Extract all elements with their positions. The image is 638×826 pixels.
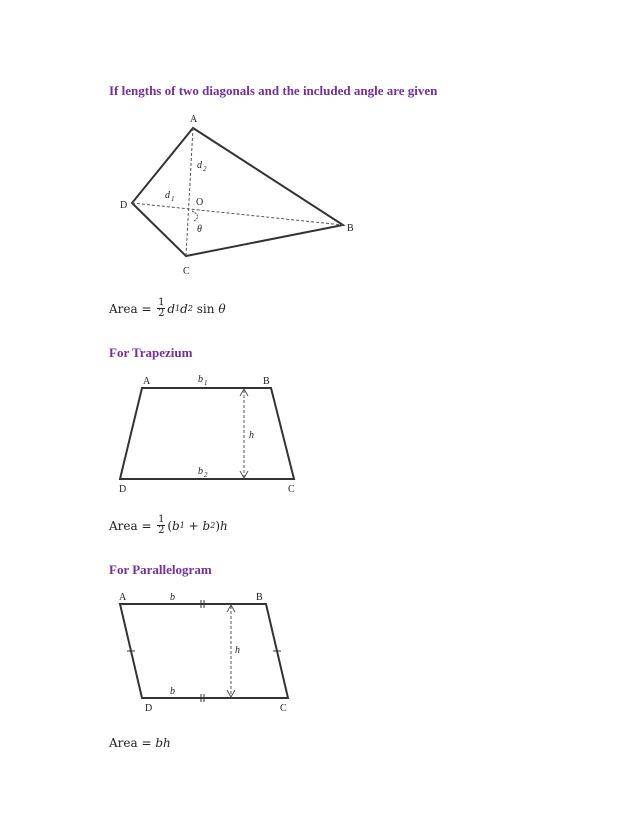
trapezium-outline [120,388,294,479]
formula-d1-sub: 1 [175,304,181,313]
formula-b2: b [202,518,211,533]
label-d2: d [197,160,202,171]
parallelogram-diagram [110,588,310,718]
label-d1-subscript: 1 [171,195,175,203]
formula-b2-sub: 2 [210,521,216,530]
angle-arc [192,211,198,221]
formula-close-paren: ) [215,518,221,533]
parallelogram-heading: For Parallelogram [109,562,212,577]
tick-marks [127,600,281,702]
vertex-label-c: C [288,484,295,495]
label-d1: d [165,190,170,201]
formula-lhs: Area = [109,518,152,533]
trapezium-diagram [110,370,310,500]
formula-sin: sin [196,301,215,316]
diagonal-area-formula [109,298,226,319]
formula-d1: d [167,301,176,316]
formula-plus: + [188,518,199,533]
fraction-half [157,515,165,536]
diagonal-d2 [186,128,193,256]
vertex-label-d: D [145,703,153,714]
fraction-half [157,298,165,319]
angle-label-theta: θ [197,224,202,235]
formula-h: h [220,518,228,533]
diagonal-d1 [132,203,343,225]
center-label-o: O [196,197,204,208]
vertex-label-a: A [119,592,127,603]
vertex-label-c: C [183,266,190,277]
formula-d2: d [180,301,188,316]
formula-open-paren: ( [167,518,173,533]
formula-lhs: Area = [109,301,152,316]
diagonals-heading: If lengths of two diagonals and the included angle are given [109,83,438,98]
vertex-label-b: B [256,592,263,603]
label-b2: b [198,466,203,477]
formula-b1: b [172,518,180,533]
trapezium-heading: For Trapezium [109,345,193,360]
formula-b1-sub: 1 [179,521,185,530]
vertex-label-d: D [120,200,128,211]
label-h: h [235,645,240,656]
fraction-numerator: 1 [158,297,165,308]
label-b1-subscript: 1 [204,379,208,387]
vertex-label-d: D [119,484,127,495]
formula-lhs: Area = [109,736,152,750]
trapezium-area-formula [109,515,228,536]
fraction-denominator: 2 [158,525,165,536]
vertex-label-b: B [347,223,354,234]
fraction-numerator: 1 [158,514,165,525]
quadrilateral-outline [132,128,343,256]
label-b-bottom: b [170,686,175,697]
vertex-label-a: A [143,376,151,387]
parallelogram-outline [120,604,288,698]
formula-bh: bh [155,736,171,750]
label-d2-subscript: 2 [203,165,207,173]
label-h: h [249,430,254,441]
vertex-label-b: B [263,376,270,387]
label-b1: b [198,374,203,385]
vertex-label-c: C [280,703,287,714]
vertex-label-a: A [190,114,198,125]
formula-theta: θ [218,301,226,316]
label-b2-subscript: 2 [204,471,208,479]
label-b-top: b [170,592,175,603]
quadrilateral-diagram [110,108,360,278]
fraction-denominator: 2 [158,308,165,319]
formula-d2-sub: 2 [187,304,193,313]
parallelogram-area-formula [109,736,171,750]
